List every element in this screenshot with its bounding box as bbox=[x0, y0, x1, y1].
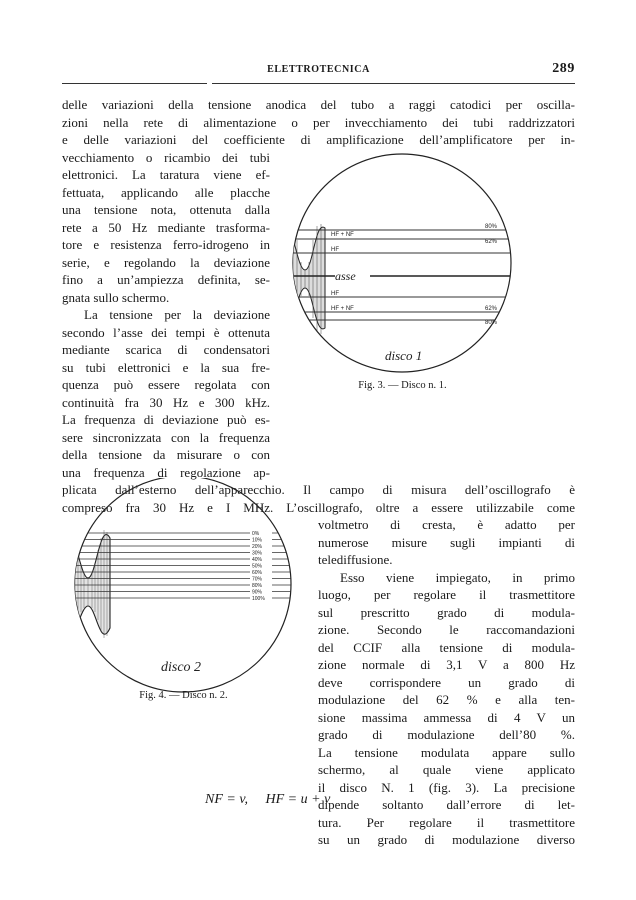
text-line: secondo l’asse dei tempi è ottenuta bbox=[62, 324, 270, 340]
text-line: Esso viene impiegato, in primo bbox=[340, 569, 575, 585]
label-hf-bottom: HF bbox=[331, 291, 339, 297]
text-line: vecchiamento o ricambio dei tubi bbox=[62, 149, 270, 165]
label-80-bottom: 80% bbox=[485, 320, 498, 326]
disc-label-1: disco 1 bbox=[385, 348, 423, 363]
text-line: voltmetro di cresta, è adatto per bbox=[318, 517, 575, 532]
text-line: il disco N. 1 (fig. 3). La precisione bbox=[318, 779, 575, 795]
text-line: tore e resistenza ferro-idrogeno in bbox=[62, 237, 270, 252]
figure-3 bbox=[285, 150, 520, 400]
text-line: modulazione del 62 % e alla ten- bbox=[318, 692, 575, 707]
text-line: su un grado di modulazione diverso bbox=[318, 832, 575, 847]
scale-label: 90% bbox=[252, 589, 263, 596]
label-hf-top: HF bbox=[331, 247, 339, 253]
scale-label: 80% bbox=[252, 583, 263, 589]
page-number: 289 bbox=[552, 61, 575, 76]
text-line: luogo, per regolare il trasmettitore bbox=[318, 587, 575, 602]
label-62-top: 62% bbox=[485, 239, 498, 245]
text-line: fettuata, applicando alle placche bbox=[62, 184, 270, 200]
scale-label: 100% bbox=[252, 596, 265, 602]
text-line: del CCIF alla tensione di modula- bbox=[318, 639, 575, 655]
text-line: telediffusione. bbox=[318, 552, 393, 567]
text-line: tura. Per regolare il trasmettitore bbox=[318, 814, 575, 830]
text-line: zione. Secondo le raccomandazioni bbox=[318, 622, 575, 637]
label-62-bottom: 62% bbox=[485, 306, 498, 312]
text-line: zione normale di 3,1 V a 800 Hz bbox=[318, 657, 575, 672]
text-line: mediante scarica di condensatori bbox=[62, 342, 270, 357]
figure-4 bbox=[66, 478, 301, 708]
text-line: serie, e regolando la deviazione bbox=[62, 254, 270, 270]
scale-label: 70% bbox=[252, 576, 263, 583]
text-line: elettronici. La taratura viene ef- bbox=[62, 167, 270, 182]
text-line: continuità fra 30 Hz e 300 kHz. bbox=[62, 394, 270, 410]
text-line: quenza può essere regolata con bbox=[62, 377, 270, 392]
label-80-top: 80% bbox=[485, 224, 498, 230]
figure-4-caption: Fig. 4. — Disco n. 2. bbox=[139, 690, 228, 701]
text-line: una frequenza di regolazione ap- bbox=[62, 464, 270, 480]
text-line: sul prescritto grado di modula- bbox=[318, 604, 575, 620]
text-line: fino a un’ampiezza definita, se- bbox=[62, 272, 270, 287]
text-line: gnata sullo schermo. bbox=[62, 289, 170, 305]
label-hf-nf-top: HF + NF bbox=[331, 232, 354, 238]
disc-label-2: disco 2 bbox=[161, 660, 202, 675]
scale-label: 60% bbox=[252, 570, 263, 576]
text-line: e delle variazioni del coefficiente di amplificazione dell’amplificatore per in- bbox=[62, 132, 575, 147]
running-title: ELETTROTECNICA bbox=[267, 64, 370, 75]
scale-label: 50% bbox=[252, 563, 263, 570]
running-head bbox=[62, 61, 575, 80]
text-line: La frequenza di deviazione può es- bbox=[62, 412, 270, 427]
equation: NF = v, HF = u + v bbox=[205, 792, 331, 807]
figure-3-caption: Fig. 3. — Disco n. 1. bbox=[358, 380, 447, 391]
header-rule-right bbox=[212, 83, 575, 84]
disco-2-diagram bbox=[66, 478, 301, 693]
text-line: sione massima ammessa di 4 V un bbox=[318, 709, 575, 725]
label-hf-nf-bottom: HF + NF bbox=[331, 306, 354, 312]
text-line: deve corrispondere un grado di bbox=[318, 674, 575, 690]
text-line: sere sincronizzata con la frequenza bbox=[62, 429, 270, 445]
text-line: una tensione nota, ottenuta dalla bbox=[62, 202, 270, 217]
scale-label: 10% bbox=[252, 537, 263, 544]
text-line: dipende soltanto dall’errore di let- bbox=[318, 797, 575, 812]
scale-label: 0% bbox=[252, 531, 260, 537]
scale-label: 40% bbox=[252, 557, 263, 563]
text-line: La tensione modulata appare sullo bbox=[318, 744, 575, 760]
text-line: su tubi elettronici e la sua fre- bbox=[62, 359, 270, 375]
scale-label: 30% bbox=[252, 550, 263, 557]
text-line: compreso fra 30 Hz e I MHz. L’oscillografo, oltre a essere utilizzabile come bbox=[62, 499, 575, 515]
label-asse: asse bbox=[335, 269, 356, 283]
text-line: numerose misure sugli impianti di bbox=[318, 534, 575, 550]
text-line: La tensione per la deviazione bbox=[84, 307, 270, 322]
scale-label: 20% bbox=[252, 544, 263, 550]
text-line: plicata dall’esterno dell’apparecchio. Il campo di misura dell’oscillografo è bbox=[62, 482, 575, 497]
text-line: della tensione da misurare o con bbox=[62, 447, 270, 462]
text-line: rete a 50 Hz mediante trasforma- bbox=[62, 219, 270, 235]
disco-1-diagram bbox=[285, 150, 520, 380]
text-line: grado di modulazione dell’80 %. bbox=[318, 727, 575, 742]
header-rule-left bbox=[62, 83, 207, 84]
text-line: zioni nella rete di alimentazione o per invecchiamento dei tubi raddrizzatori bbox=[62, 114, 575, 130]
text-line: delle variazioni della tensione anodica del tubo a raggi catodici per oscilla- bbox=[62, 97, 575, 112]
text-line: schermo, al quale viene applicato bbox=[318, 762, 575, 777]
